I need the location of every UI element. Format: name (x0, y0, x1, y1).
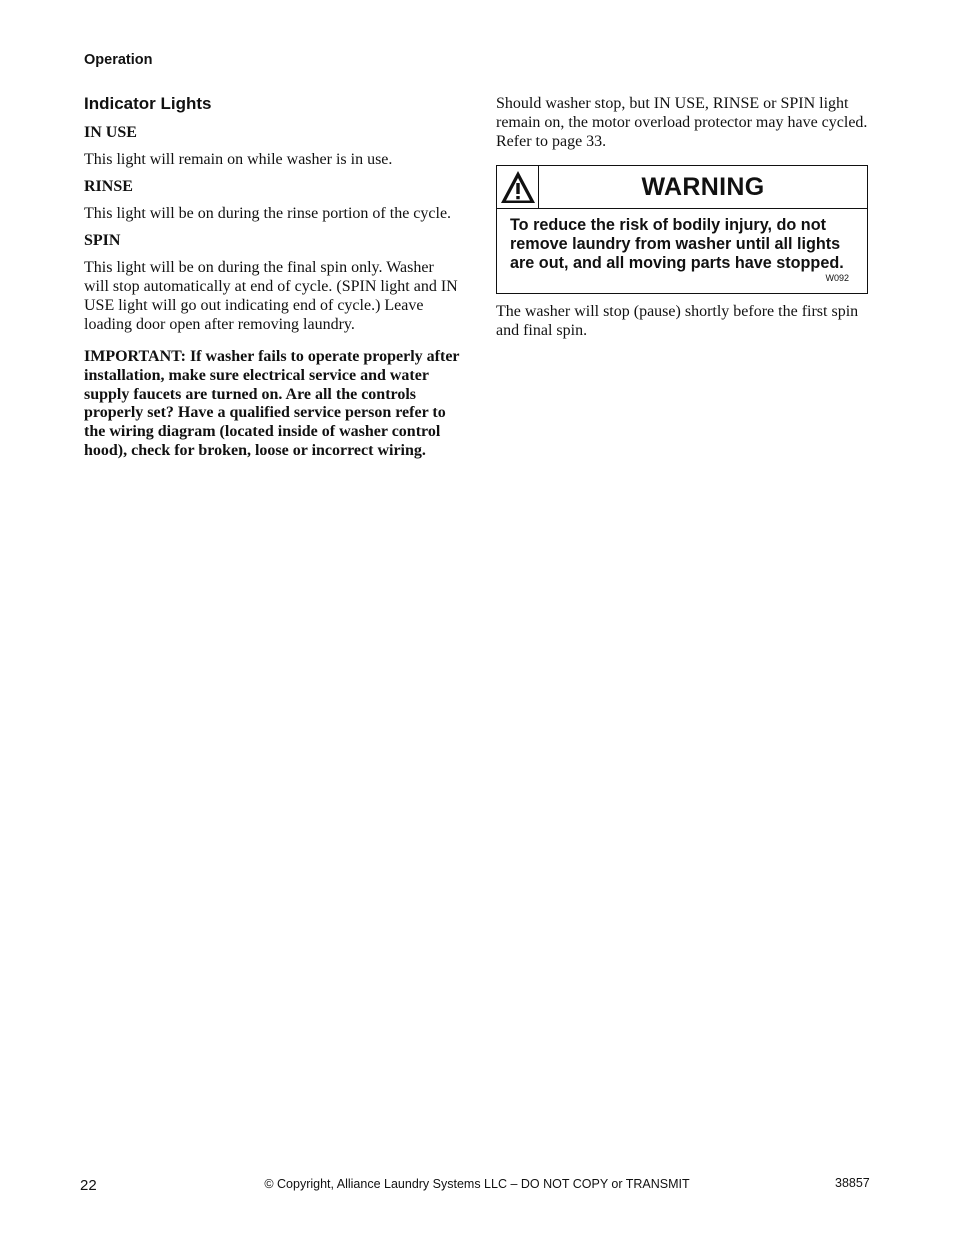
warning-text: To reduce the risk of bodily injury, do not remove laundry from washer until all lights are out, and all moving parts have stopped. (510, 216, 844, 272)
rinse-text: This light will be on during the rinse portion of the cycle. (84, 205, 452, 222)
in-use-heading: IN USE (84, 124, 137, 141)
rinse-heading: RINSE (84, 178, 133, 195)
warning-title: WARNING (641, 173, 765, 201)
left-column (84, 94, 460, 461)
warning-code: W092 (825, 273, 849, 283)
spin-text: This light will be on during the final spin only. Washer will stop automatically at end of cycle. (SPIN light and IN USE light will go out indicating end of cycle.) Leave loading door open after removing laundry. (84, 259, 458, 333)
running-header: Operation (84, 52, 153, 68)
copyright-notice: © Copyright, Alliance Laundry Systems LLC – DO NOT COPY or TRANSMIT (264, 1177, 690, 1191)
right-column (496, 94, 872, 348)
pause-note: The washer will stop (pause) shortly before the first spin and final spin. (496, 303, 859, 339)
page-number: 22 (80, 1177, 97, 1194)
stop-note: Should washer stop, but IN USE, RINSE or SPIN light remain on, the motor overload protector may have cycled. Refer to page 33. (496, 95, 868, 150)
warning-box (496, 165, 868, 294)
spin-heading: SPIN (84, 232, 121, 249)
warning-triangle-icon (497, 166, 539, 208)
section-title: Indicator Lights (84, 94, 212, 113)
important-note: IMPORTANT: If washer fails to operate properly after installation, make sure electrical service and water supply faucets are turned on. Are all the controls properly set? Have a qualified service person refer to the wiring diagram (located inside of washer control hood), check for broken, loose or incorrect wiring. (84, 348, 460, 459)
document-number: 38857 (835, 1176, 870, 1190)
warning-header (497, 166, 867, 209)
in-use-text: This light will remain on while washer is in use. (84, 151, 393, 168)
warning-body (497, 209, 867, 293)
